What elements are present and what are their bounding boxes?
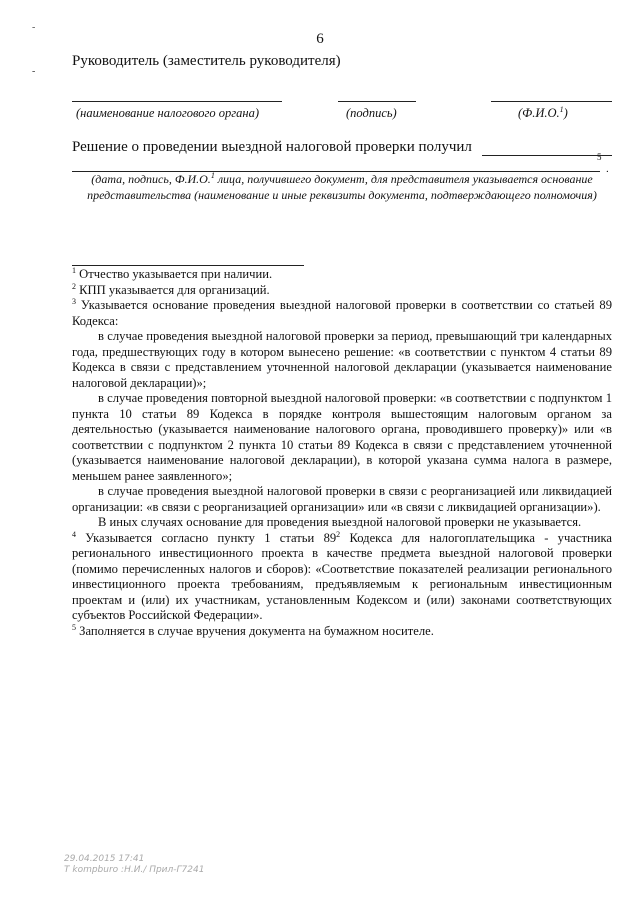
caption-org: (наименование налогового органа) bbox=[76, 106, 259, 120]
footnote-3-case-period: в случае проведения выездной налоговой проверки за период, превышающий три календарных года, предшествующих году в котором вынесено решение: «в соответствии с пунктом 4 статьи 89 Кодекса в связи с представлением уточненной налоговой декларации (указывается наименование налоговой декларации)»; bbox=[72, 329, 612, 390]
signature-line bbox=[338, 101, 416, 102]
footnote-4: $^4$ Указывается согласно пункту 1 статьи $89^2$ Кодекса для налогоплательщика - участника регионального инвестиционного проекта в качестве предмета выездной налоговой проверки (помимо перечисленных налогов и сборов): «Соответствие показателей реализации регионального инвестиционного проекта требованиям, предъявляемым к региональным инвестиционным проектам и (или) их участникам, установленным Кодексом и (или) законами соответствующих субъектов Российской Федерации». bbox=[72, 529, 612, 622]
footnote-1: $^1$ Отчество указывается при наличии. bbox=[72, 265, 273, 281]
footnote-separator bbox=[72, 265, 304, 266]
margin-mark: - bbox=[32, 66, 36, 77]
received-text: Решение о проведении выездной налоговой проверки получил bbox=[72, 139, 472, 155]
caption-name: (Ф.И.О.$^1$) bbox=[518, 104, 568, 120]
caption-signature: (подпись) bbox=[346, 106, 397, 120]
print-stamp-date: 29.04.2015 17:41 bbox=[64, 854, 145, 864]
head-title: Руководитель (заместитель руководителя) bbox=[72, 53, 341, 69]
line-dot: . bbox=[606, 163, 609, 175]
received-signature-line bbox=[482, 155, 612, 156]
date-signature-caption: (дата, подпись, Ф.И.О.$^1$ лица, получившего документ, для представителя указывается основание представительства (наименование и иные реквизиты документа, подтверждающего полномочия) bbox=[87, 171, 597, 202]
footnote-5: $^5$ Заполняется в случае вручения документа на бумажном носителе. bbox=[72, 622, 434, 638]
print-stamp-ref: Т kompburo :Н.И./ Прил-Г7241 bbox=[64, 865, 205, 875]
footnotes bbox=[72, 267, 612, 639]
org-signature-line bbox=[72, 101, 282, 102]
margin-mark: - bbox=[32, 22, 36, 33]
footnote-2: $^2$ КПП указывается для организаций. bbox=[72, 281, 270, 297]
footnote-3-case-reorg: в случае проведения выездной налоговой проверки в связи с реорганизацией или ликвидацией организации: «в связи с реорганизацией организации» или «в связи с ликвидацией организации»). bbox=[72, 484, 612, 514]
footnote-3-case-repeat: в случае проведения повторной выездной налоговой проверки: «в соответствии с подпунктом 1 пункта 10 статьи 89 Кодекса в порядке контроля вышестоящим налоговым органом за деятельностью (указывается наименование налогового органа, проводившего проверку)» или «в соответствии с подпунктом 2 пункта 10 статьи 89 Кодекса в связи с представлением уточненной (указывается наименование налоговой декларации), в которой указана сумма налога в размере, меньшем ранее заявленного»; bbox=[72, 391, 612, 483]
received-footnote-ref: 5 bbox=[597, 152, 602, 162]
footnote-3: $^3$ Указывается основание проведения выездной налоговой проверки в соответствии со статьей 89 Кодекса: bbox=[72, 296, 612, 328]
page-number: 6 bbox=[316, 31, 324, 47]
name-signature-line bbox=[491, 101, 612, 102]
footnote-3-other: В иных случаях основание для проведения выездной налоговой проверки не указывается. bbox=[98, 515, 582, 529]
